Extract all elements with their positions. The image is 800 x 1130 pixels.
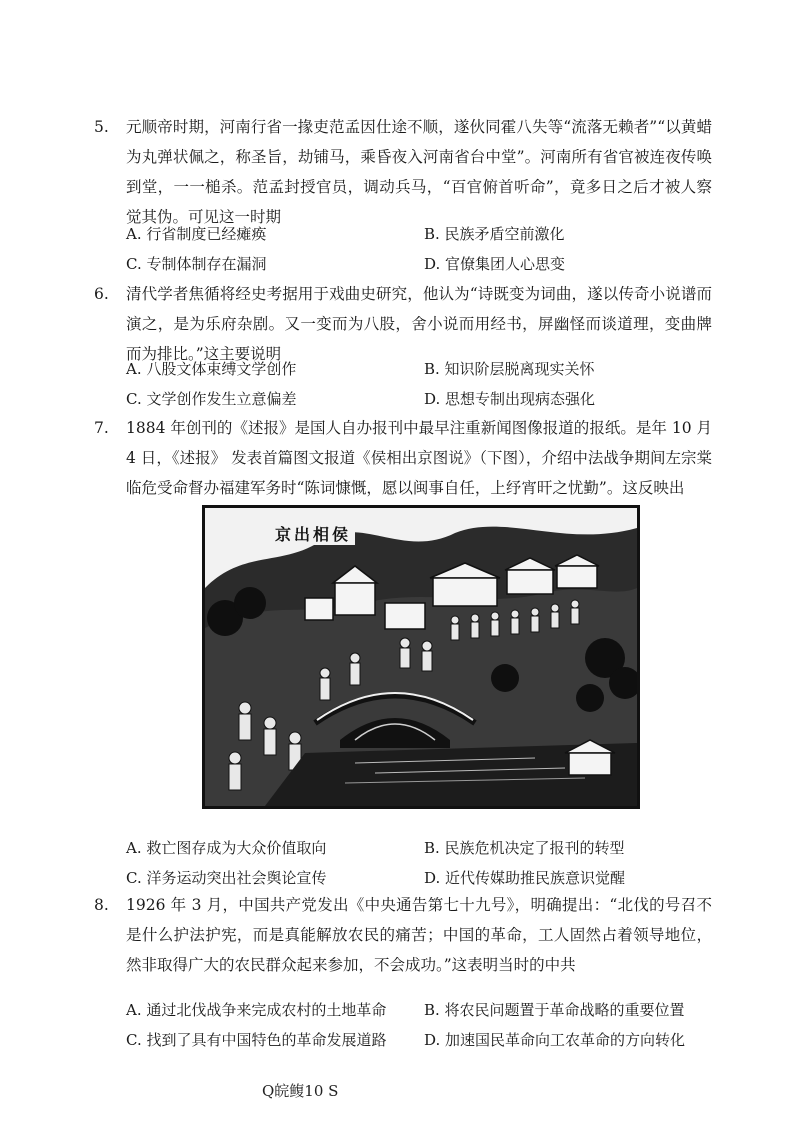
question-number: 6. xyxy=(94,285,109,303)
procession-scene-image xyxy=(205,508,637,806)
question-7 xyxy=(96,413,712,503)
option-c[interactable]: C. 洋务运动突出社会舆论宣传 xyxy=(126,869,327,887)
question-6-options xyxy=(126,354,716,414)
option-b[interactable]: B. 将农民问题置于革命战略的重要位置 xyxy=(424,1001,685,1019)
option-b[interactable]: B. 民族矛盾空前激化 xyxy=(424,225,565,243)
question-number: 8. xyxy=(94,896,109,914)
option-d[interactable]: D. 思想专制出现病态强化 xyxy=(424,390,596,408)
option-b[interactable]: B. 民族危机决定了报刊的转型 xyxy=(424,839,625,857)
question-5-options xyxy=(126,219,716,279)
question-8-options xyxy=(126,995,716,1055)
page-footer: Q皖鳆10 S xyxy=(262,1082,339,1100)
question-number: 5. xyxy=(94,118,109,136)
option-a[interactable]: A. 通过北伐战争来完成农村的土地革命 xyxy=(126,1001,387,1019)
option-c[interactable]: C. 文学创作发生立意偏差 xyxy=(126,390,297,408)
option-c[interactable]: C. 找到了具有中国特色的革命发展道路 xyxy=(126,1031,387,1049)
question-stem: 清代学者焦循将经史考据用于戏曲史研究，他认为“诗既变为词曲，遂以传奇小说谱而演之，是为乐府杂剧。又一变而为八股，舍小说而用经书，屏幽怪而谈道理，变曲牌而为排比。”这主要说明 xyxy=(126,285,712,363)
figure-caption: 京出相侯 xyxy=(271,522,355,545)
question-7-options xyxy=(126,833,716,893)
option-a[interactable]: A. 行省制度已经瘫痪 xyxy=(126,225,267,243)
option-b[interactable]: B. 知识阶层脱离现实关怀 xyxy=(424,360,595,378)
option-d[interactable]: D. 官僚集团人心思变 xyxy=(424,255,566,273)
question-stem: 元顺帝时期，河南行省一掾吏范孟因仕途不顺，遂伙同霍八失等“流落无赖者”“以黄蜡为丸弹状佩之，称圣旨，劫铺马，乘昏夜入河南省台中堂”。河南所有省官被连夜传唤到堂，一一槌杀。范孟封授官员，调动兵马，“百官俯首听命”，竟多日之后才被人察觉其伪。可见这一时期 xyxy=(126,118,712,226)
option-a[interactable]: A. 八股文体束缚文学创作 xyxy=(126,360,297,378)
question-stem: 1926 年 3 月，中国共产党发出《中央通告第七十九号》，明确提出：“北伐的号召不是什么护法护宪，而是真能解放农民的痛苦；中国的革命，工人固然占着领导地位，然非取得广大的农民群众起来参加，不会成功。”这表明当时的中共 xyxy=(126,896,712,974)
question-number: 7. xyxy=(94,419,109,437)
question-stem: 1884 年创刊的《述报》是国人自办报刊中最早注重新闻图像报道的报纸。是年 10 月 4 日，《述报》 发表首篇图文报道《侯相出京图说》（下图），介绍中法战争期间左宗棠临危受命督办福建军务时“陈词慷慨，愿以闽事自任，上纾宵旰之忧勤”。这反映出 xyxy=(126,419,712,497)
question-8 xyxy=(96,890,712,980)
woodcut-illustration xyxy=(202,505,640,809)
option-d[interactable]: D. 近代传媒助推民族意识觉醒 xyxy=(424,869,626,887)
option-c[interactable]: C. 专制体制存在漏洞 xyxy=(126,255,267,273)
option-a[interactable]: A. 救亡图存成为大众价值取向 xyxy=(126,839,327,857)
option-d[interactable]: D. 加速国民革命向工农革命的方向转化 xyxy=(424,1031,686,1049)
question-5 xyxy=(96,112,712,232)
